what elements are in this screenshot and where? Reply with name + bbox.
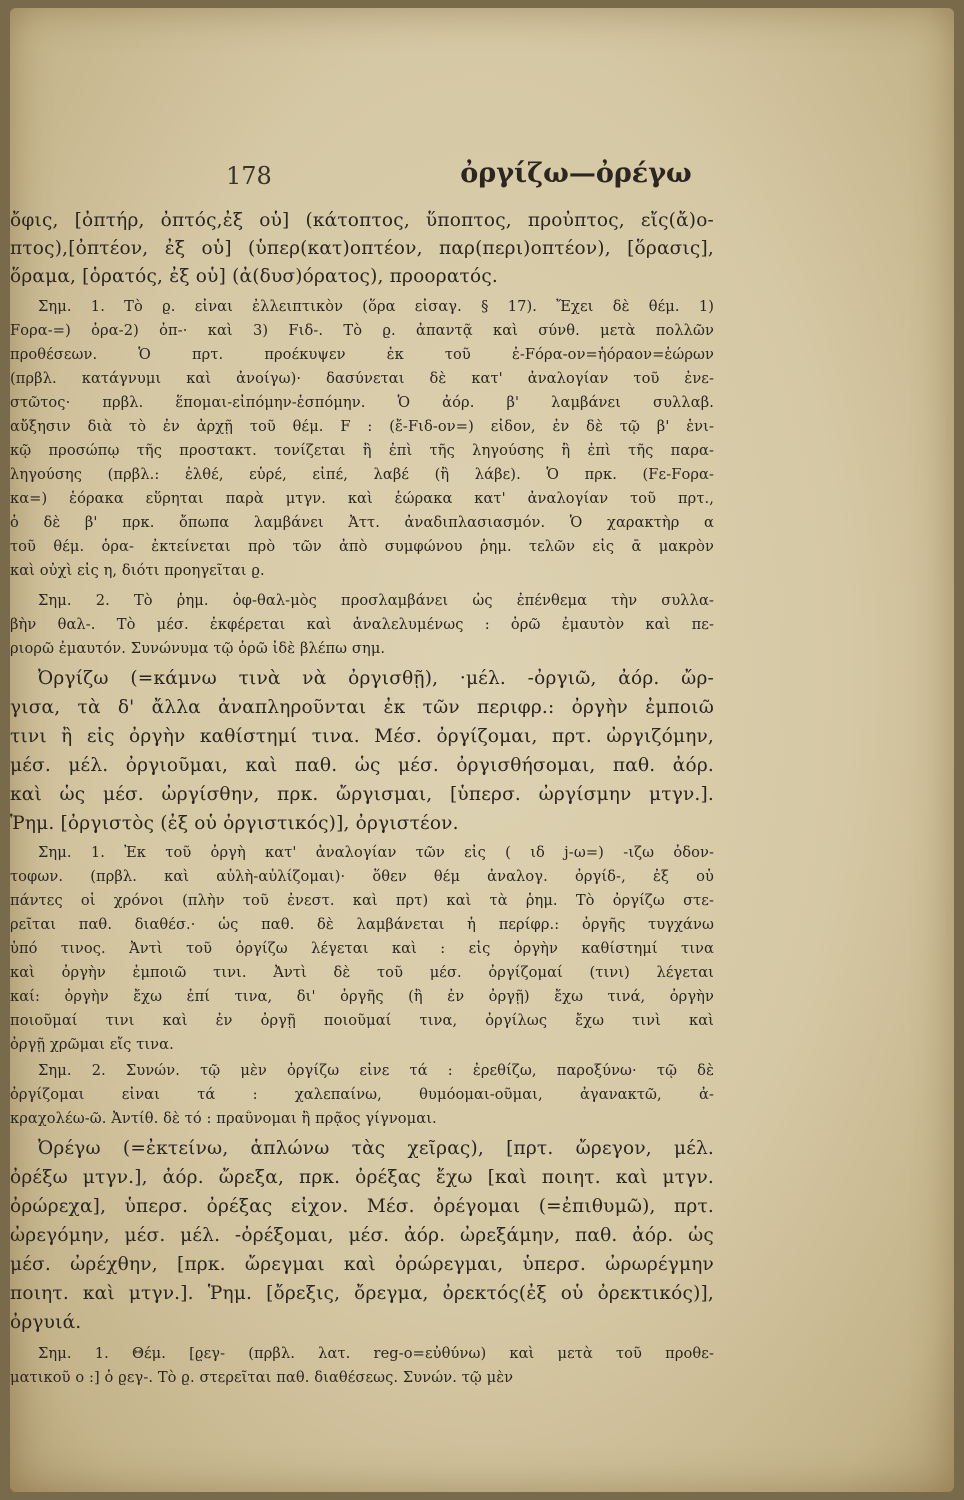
text-line: (πρβλ. κατάγνυμι καὶ ἀνοίγω)· δασύνεται δὲ κατ' ἀναλογίαν τοῦ ἐνε- [10, 370, 714, 387]
text-line: ὀρέξω μτγν.], ἀόρ. ὤρεξα, πρκ. ὀρέξας ἔχω [καὶ ποιητ. καὶ μτγν. [10, 1167, 714, 1188]
text-line: ὀρώρεχα], ὑπερσ. ὀρέξας εἶχον. Μέσ. ὀρέγομαι (=ἐπιθυμῶ), πρτ. [10, 1196, 714, 1217]
text-line: τοῦ θέμ. ὁρα- ἐκτείνεται πρὸ τῶν ἀπὸ συμφώνου ῥημ. τελῶν εἰς ᾱ μακρὸν [10, 538, 714, 555]
text-line: καὶ ὡς μέσ. ὠργίσθην, πρκ. ὤργισμαι, [ὑπερσ. ὠργίσμην μτγν.]. [10, 784, 714, 805]
text-line: πτος),[ὀπτέον, ἐξ οὗ] (ὑπερ(κατ)οπτέον, παρ(περι)οπτέον), [ὅρασις], [10, 238, 714, 259]
text-line: προθέσεων. Ὁ πρτ. προέκυψεν ἐκ τοῦ ἐ-Fόρα-ον=ἡόραον=ἑώρων [10, 346, 714, 363]
text-line: ποιητ. καὶ μτγν.]. Ῥημ. [ὄρεξις, ὄρεγμα, ὀρεκτός(ἐξ οὗ ὀρεκτικός)], [10, 1283, 714, 1304]
page-number: 178 [226, 162, 272, 190]
text-line: ὀργίζομαι εἶναι τά : χαλεπαίνω, θυμόομαι-οῦμαι, ἀγανακτῶ, ἀ- [10, 1086, 714, 1103]
text-line: μέσ. μέλ. ὀργιοῦμαι, καὶ παθ. ὡς μέσ. ὀργισθήσομαι, παθ. ἀόρ. [10, 755, 714, 776]
text-line: Fορα-=) ὁρα-2) ὀπ-· καὶ 3) Fιδ-. Τὸ ϱ. ἀπαντᾷ καὶ σύνθ. μετὰ πολλῶν [10, 322, 714, 339]
text-line: μέσ. ὠρέχθην, [πρκ. ὤρεγμαι καὶ ὀρώρεγμαι, ὑπερσ. ὠρωρέγμην [10, 1254, 714, 1275]
text-line: βὴν θαλ-. Τὸ μέσ. ἐκφέρεται καὶ ἀναλελυμένως : ὁρῶ ἐμαυτὸν καὶ πε- [10, 616, 714, 633]
text-line: ληγούσης (πρβλ.: ἐλθέ, εὑρέ, εἰπέ, λαβέ (ἢ λάβε). Ὁ πρκ. (Fε-Fορα- [10, 466, 714, 483]
text-line: τοφων. (πρβλ. καὶ αὐλὴ-αὐλίζομαι)· ὅθεν θέμ ἀναλογ. ὀργίδ-, ἐξ οὗ [10, 868, 714, 885]
text-line: ὅραμα, [ὁρατός, ἐξ οὗ] (ἀ(δυσ)όρατος), προορατός. [10, 266, 498, 287]
text-line: Σημ. 1. Θέμ. [ϱεγ- (πρβλ. λατ. reg-o=εὐθύνω) καὶ μετὰ τοῦ προθε- [38, 1345, 714, 1362]
text-line: Σημ. 2. Τὸ ῥημ. ὀφ-θαλ-μὸς προσλαμβάνει ὡς ἐπένθεμα τὴν συλλα- [38, 592, 714, 609]
text-line: ὑπό τινος. Ἀντὶ τοῦ ὀργίζω λέγεται καὶ : εἰς ὀργὴν καθίστημί τινα [10, 940, 714, 957]
text-line: κραχολέω-ῶ. Ἀντίθ. δὲ τό : πραΰνομαι ἢ πρᾷος γίγνομαι. [10, 1110, 437, 1127]
text-line: Ὀργίζω (=κάμνω τινὰ νὰ ὀργισθῇ), ·μέλ. -ὀργιῶ, ἀόρ. ὤρ- [38, 668, 714, 689]
text-line: καί: ὀργὴν ἔχω ἐπί τινα, δι' ὀργῆς (ἢ ἐν ὀργῇ) ἔχω τινά, ὀργὴν [10, 988, 714, 1005]
text-line: ματικοῦ o :] ὀ ϱεγ-. Τὸ ϱ. στερεῖται παθ. διαθέσεως. Συνών. τῷ μὲν [10, 1369, 514, 1386]
text-line: καὶ ὀργὴν ἐμποιῶ τινι. Ἀντὶ δὲ τοῦ μέσ. ὀργίζομαί (τινι) λέγεται [10, 964, 714, 981]
book-page [10, 8, 954, 1492]
text-line: Ὀρέγω (=ἐκτείνω, ἁπλώνω τὰς χεῖρας), [πρτ. ὤρεγον, μέλ. [38, 1138, 714, 1159]
text-line: ριορῶ ἐμαυτόν. Συνώνυμα τῷ ὁρῶ ἰδὲ βλέπω σημ. [10, 640, 386, 657]
text-line: ὁ δὲ β' πρκ. ὄπωπα λαμβάνει Ἀττ. ἀναδιπλασιασμόν. Ὁ χαρακτὴρ α [10, 514, 714, 531]
text-line: ὄφις, [ὀπτήρ, ὀπτός,ἐξ οὗ] (κάτοπτος, ὕποπτος, προὖπτος, εἴς(ἄ)ο- [10, 210, 714, 231]
text-line: ὀργῇ χρῶμαι εἴς τινα. [10, 1036, 174, 1053]
text-line: Ῥημ. [ὀργιστὸς (ἐξ οὗ ὀργιστικός)], ὀργιστέον. [10, 813, 459, 834]
text-line: κῷ προσώπῳ τῆς προστακτ. τονίζεται ἢ ἐπὶ τῆς ληγούσης ἢ ἐπὶ τῆς παρα- [10, 442, 714, 459]
text-line: πάντες οἱ χρόνοι (πλὴν τοῦ ἐνεστ. καὶ πρτ) καὶ τὰ ῥημ. Τὸ ὀργίζω στε- [10, 892, 714, 909]
text-line: ὠρεγόμην, μέσ. μέλ. -ὀρέξομαι, μέσ. ἀόρ. ὠρεξάμην, παθ. ἀόρ. ὡς [10, 1225, 714, 1246]
text-line: γισα, τὰ δ' ἄλλα ἀναπληροῦνται ἐκ τῶν περιφρ.: ὀργὴν ἐμποιῶ [10, 697, 714, 718]
running-title: ὀργίζω—ὀρέγω [460, 158, 692, 189]
text-line: ρεῖται παθ. διαθέσ.· ὡς παθ. δὲ λαμβάνεται ἡ περίφρ.: ὀργῆς τυγχάνω [10, 916, 714, 933]
text-line: Σημ. 1. Τὸ ϱ. εἶναι ἐλλειπτικὸν (ὅρα εἰσαγ. § 17). Ἔχει δὲ θέμ. 1) [38, 298, 714, 315]
text-line: ὀργυιά. [10, 1312, 82, 1333]
text-line: Σημ. 2. Συνών. τῷ μὲν ὀργίζω εἶνε τά : ἐρεθίζω, παροξύνω· τῷ δὲ [38, 1062, 714, 1079]
text-line: Σημ. 1. Ἐκ τοῦ ὀργὴ κατ' ἀναλογίαν τῶν εἰς ( ιδ j-ω=) -ιζω ὀδον- [38, 844, 714, 861]
text-line: στῶτος· πρβλ. ἕπομαι-εἰπόμην-ἑσπόμην. Ὁ ἀόρ. β' λαμβάνει συλλαβ. [10, 394, 714, 411]
text-line: καὶ οὐχὶ εἰς η, διότι προηγεῖται ϱ. [10, 562, 265, 579]
text-line: ποιοῦμαί τινι καὶ ἐν ὀργῇ ποιοῦμαί τινα, ὀργίλως ἔχω τινὶ καὶ [10, 1012, 714, 1029]
page-header [224, 158, 928, 198]
text-line: κα=) ἑόρακα εὕρηται παρὰ μτγν. καὶ ἑώρακα κατ' ἀναλογίαν τοῦ πρτ., [10, 490, 714, 507]
text-line: τινι ἢ εἰς ὀργὴν καθίστημί τινα. Μέσ. ὀργίζομαι, πρτ. ὠργιζόμην, [10, 726, 714, 747]
text-line: αὔξησιν διὰ τὸ ἐν ἀρχῇ τοῦ θέμ. F : (ἔ-Fιδ-ον=) εἶδον, ἐν δὲ τῷ β' ἑνι- [10, 418, 714, 435]
